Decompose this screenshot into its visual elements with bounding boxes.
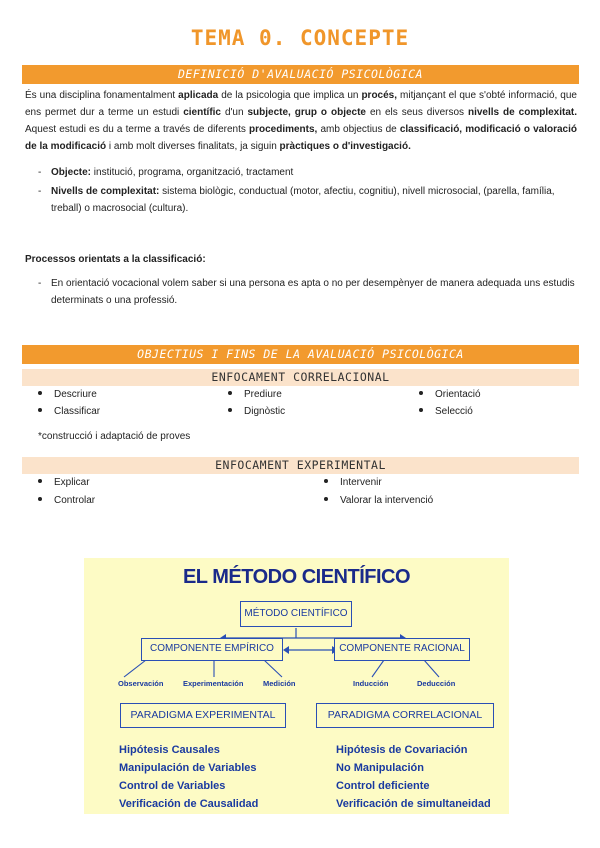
bullet-item <box>38 386 97 403</box>
box-componente-empirico: COMPONENTE EMPÍRICO <box>141 638 283 661</box>
bullet-text: Controlar <box>54 495 96 506</box>
item-label: Objecte: <box>51 167 92 178</box>
list-item <box>38 164 576 181</box>
bullet-dot <box>38 391 42 395</box>
item-text: institució, programa, organització, tractament <box>91 167 294 178</box>
bullet-item <box>38 474 90 491</box>
list-item <box>38 275 576 309</box>
bullet-dot <box>38 479 42 483</box>
text-run: amb objectius de <box>317 124 400 135</box>
hipotesis-covariacion: Hipótesis de Covariación <box>336 744 468 756</box>
item-text: sistema biològic, conductual (motor, afectiu, cognitiu), nivell microsocial, (parella, família, treball) o macrosocial (cultura). <box>51 186 555 214</box>
bullet-dot <box>324 479 328 483</box>
processos-heading: Processos orientats a la classificació: <box>25 254 206 265</box>
bullet-dot <box>324 497 328 501</box>
verificacion-simultaneidad: Verificación de simultaneidad <box>336 798 491 810</box>
page-title: TEMA 0. CONCEPTE <box>190 26 410 50</box>
bullet-item <box>38 403 100 420</box>
bullet-item <box>38 492 95 509</box>
label-observacion: Observación <box>118 679 164 688</box>
label-deduccion: Deducción <box>417 679 456 688</box>
bullet-text: Descriure <box>54 389 97 400</box>
connector-line <box>372 660 384 677</box>
section-objectius-heading: OBJECTIUS I FINS DE LA AVALUACIÓ PSICOLÒGICA <box>22 345 579 364</box>
verificacion-causalidad: Verificación de Causalidad <box>119 798 259 810</box>
text-run-bold: científic <box>183 107 221 118</box>
text-run-bold: procés, <box>361 90 398 101</box>
bullet-dot <box>38 408 42 412</box>
bullet-item <box>324 492 433 509</box>
bullet-text: Valorar la intervenció <box>340 495 434 506</box>
text-run-bold: pràctiques o d'investigació. <box>279 141 411 152</box>
bullet-dot <box>228 408 232 412</box>
bullet-text: Classificar <box>54 406 101 417</box>
no-manipulacion: No Manipulación <box>336 762 424 774</box>
hypothesis-causales: Hipótesis Causales <box>119 744 220 756</box>
box-paradigma-correlacional: PARADIGMA CORRELACIONAL <box>316 703 494 728</box>
box-componente-racional: COMPONENTE RACIONAL <box>334 638 470 661</box>
section-definicio-heading: DEFINICIÓ D'AVALUACIÓ PSICOLÒGICA <box>22 65 579 84</box>
list-item <box>38 183 576 217</box>
connector-line <box>124 660 146 677</box>
label-medicion: Medición <box>263 679 296 688</box>
label-experimentacion: Experimentación <box>183 679 244 688</box>
dash-marker: - <box>38 186 42 197</box>
correlacional-heading: ENFOCAMENT CORRELACIONAL <box>22 369 579 386</box>
connector-line <box>424 660 439 677</box>
bullet-text: Explicar <box>54 477 90 488</box>
construccio-note: *construcció i adaptació de proves <box>38 431 191 442</box>
control-variables: Control de Variables <box>119 780 226 792</box>
bullet-item <box>228 403 285 420</box>
bullet-dot <box>419 408 423 412</box>
text-run-bold: classificació, modificació o valoració de la modificació <box>25 124 577 152</box>
metodo-cientifico-diagram <box>84 558 509 814</box>
box-paradigma-experimental: PARADIGMA EXPERIMENTAL <box>120 703 286 728</box>
dash-marker: - <box>38 167 42 178</box>
item-text: En orientació vocacional volem saber si una persona es apta o no per desempènyer de manera adequada uns estudis determinats o una professió. <box>51 278 575 306</box>
arrow-head <box>283 646 289 654</box>
dash-marker: - <box>38 278 42 289</box>
item-label: Nivells de complexitat: <box>51 186 160 197</box>
definicio-paragraph <box>25 87 577 155</box>
text-run: en els seus diversos <box>366 107 468 118</box>
text-run: i amb molt diverses finalitats, ja siguin <box>106 141 280 152</box>
label-induccion: Inducción <box>353 679 389 688</box>
control-deficiente: Control deficiente <box>336 780 430 792</box>
text-run-bold: procediments, <box>248 124 318 135</box>
text-run-bold: subjecte, grup o objecte <box>247 107 366 118</box>
box-metodo-cientifico: MÉTODO CIENTÍFICO <box>240 601 352 627</box>
manipulacion-variables: Manipulación de Variables <box>119 762 257 774</box>
diagram-title: EL MÉTODO CIENTÍFICO <box>182 566 411 588</box>
bullet-text: Prediure <box>244 389 282 400</box>
bullet-text: Dignòstic <box>244 406 286 417</box>
bullet-item <box>324 474 382 491</box>
bullet-item <box>419 403 473 420</box>
text-run: Aquest estudi es du a terme a través de diferents <box>25 124 249 135</box>
bullet-text: Orientació <box>435 389 481 400</box>
experimental-heading: ENFOCAMENT EXPERIMENTAL <box>22 457 579 474</box>
bullet-text: Intervenir <box>340 477 382 488</box>
text-run: És una disciplina fonamentalment <box>25 90 179 101</box>
bullet-dot <box>419 391 423 395</box>
bullet-item <box>228 386 282 403</box>
text-run: de la psicologia que implica un <box>218 90 362 101</box>
bullet-dot <box>38 497 42 501</box>
text-run-bold: nivells de complexitat. <box>467 107 577 118</box>
bullet-text: Selecció <box>435 406 473 417</box>
bullet-dot <box>228 391 232 395</box>
text-run: mitjançant el que s'obté informació, que ens permet dur a terme un estudi <box>25 90 577 118</box>
bullet-item <box>419 386 481 403</box>
text-run-bold: aplicada <box>178 90 219 101</box>
text-run: d'un <box>221 107 248 118</box>
connector-line <box>264 660 282 677</box>
